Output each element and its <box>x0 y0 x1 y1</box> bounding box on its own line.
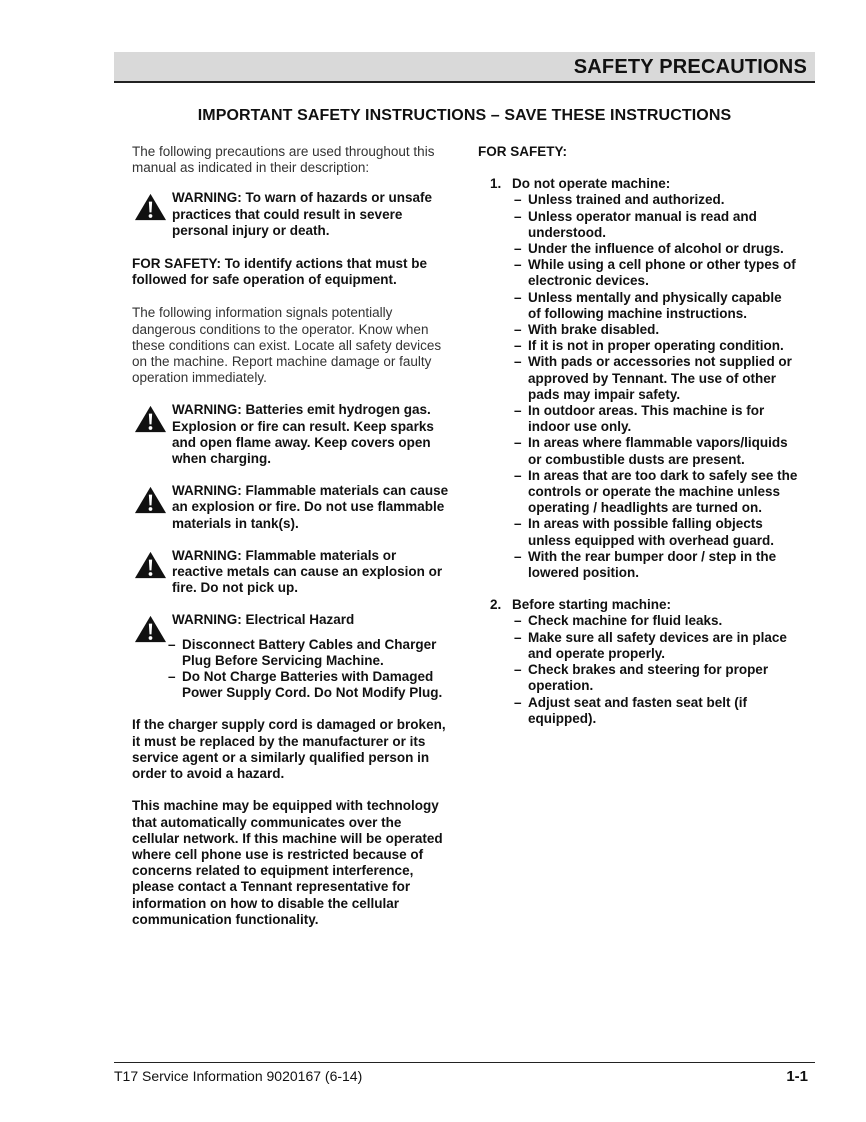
warning-text: WARNING: Batteries emit hydrogen gas. Explosion or fire can result. Keep sparks and open flame away. Keep covers open when charging. <box>172 402 434 467</box>
safety-list-item <box>478 597 798 727</box>
for-safety-definition: FOR SAFETY: To identify actions that must be followed for safe operation of equipment. <box>132 256 428 288</box>
item-title: Do not operate machine: <box>512 176 671 192</box>
list-item: – Disconnect Battery Cables and Charger Plug Before Servicing Machine. <box>166 637 450 669</box>
intro-paragraph: The following precautions are used throughout this manual as indicated in their description: <box>132 144 435 176</box>
for-safety-heading: FOR SAFETY: <box>478 144 567 159</box>
item-number: 2. <box>490 597 502 613</box>
list-item: – Make sure all safety devices are in place and operate properly. <box>512 630 798 662</box>
list-item: – Unless mentally and physically capable of following machine instructions. <box>512 290 798 322</box>
list-item: – Unless trained and authorized. <box>512 192 798 208</box>
safety-list <box>478 176 798 727</box>
list-item: – In areas that are too dark to safely see the controls or operate the machine unless operating / headlights are turned on. <box>512 468 798 517</box>
warning-triangle-icon <box>134 485 167 515</box>
warning-definition-text: WARNING: To warn of hazards or unsafe practices that could result in severe personal injury or death. <box>172 190 433 238</box>
electrical-warning-title: WARNING: Electrical Hazard <box>172 612 355 628</box>
cellular-paragraph: This machine may be equipped with technology that automatically communicates over the cellular network. If this machine will be operated where cell phone use is restricted because of concerns related to equipment interference, please contact a Tennant representative for information on how to disable the cellular communication functionality. <box>132 798 443 927</box>
list-item: – With pads or accessories not supplied or approved by Tennant. The use of other pads may impair safety. <box>512 354 798 403</box>
list-item: – If it is not in proper operating condition. <box>512 338 798 354</box>
list-item: – Do Not Charge Batteries with Damaged Power Supply Cord. Do Not Modify Plug. <box>166 669 450 701</box>
sub-list <box>512 192 798 581</box>
main-heading: IMPORTANT SAFETY INSTRUCTIONS – SAVE THESE INSTRUCTIONS <box>197 107 732 124</box>
info-paragraph: The following information signals potentially dangerous conditions to the operator. Know when these conditions can exist. Locate all safety devices on the machine. Report machine damage or faulty operation immediately. <box>132 305 442 386</box>
warning-triangle-icon <box>134 614 167 644</box>
header-bar <box>114 52 815 83</box>
warning-triangle-icon <box>134 404 167 434</box>
safety-list-item <box>478 176 798 581</box>
list-item: – Check machine for fluid leaks. <box>512 613 798 629</box>
footer-document-info: T17 Service Information 9020167 (6-14) <box>114 1068 363 1084</box>
sub-list <box>512 613 798 726</box>
page-title: SAFETY PRECAUTIONS <box>573 56 807 78</box>
warning-triangle-icon <box>134 550 167 580</box>
right-column <box>478 144 798 727</box>
list-item: – In areas where flammable vapors/liquids or combustible dusts are present. <box>512 435 798 467</box>
item-title: Before starting machine: <box>512 597 672 613</box>
list-item: – In outdoor areas. This machine is for indoor use only. <box>512 403 798 435</box>
list-item: – With the rear bumper door / step in the lowered position. <box>512 549 798 581</box>
list-item: – While using a cell phone or other types of electronic devices. <box>512 257 798 289</box>
list-item: – Check brakes and steering for proper operation. <box>512 662 798 694</box>
warning-reactive-metals-block <box>132 548 450 597</box>
footer-divider <box>114 1062 815 1063</box>
warning-triangle-icon <box>134 192 167 222</box>
list-item: – Under the influence of alcohol or drugs. <box>512 241 798 257</box>
warning-text: WARNING: Flammable materials or reactive metals can cause an explosion or fire. Do not pick up. <box>172 547 443 596</box>
list-item: – Adjust seat and fasten seat belt (if equipped). <box>512 695 798 727</box>
warning-electrical-block <box>132 612 450 701</box>
warning-flammable-block <box>132 483 450 532</box>
charger-paragraph: If the charger supply cord is damaged or broken, it must be replaced by the manufacturer or its service agent or a similarly qualified person in order to avoid a hazard. <box>132 717 446 782</box>
warning-batteries-block <box>132 402 450 467</box>
list-item: – With brake disabled. <box>512 322 798 338</box>
left-column <box>132 144 450 928</box>
item-number: 1. <box>490 176 502 192</box>
list-item: – In areas with possible falling objects unless equipped with overhead guard. <box>512 516 798 548</box>
warning-text: WARNING: Flammable materials can cause an explosion or fire. Do not use flammable materials in tank(s). <box>172 483 449 531</box>
page-number: 1-1 <box>786 1068 808 1085</box>
electrical-warning-list <box>166 637 450 702</box>
list-item: – Unless operator manual is read and understood. <box>512 209 798 241</box>
warning-definition-block <box>132 190 450 239</box>
